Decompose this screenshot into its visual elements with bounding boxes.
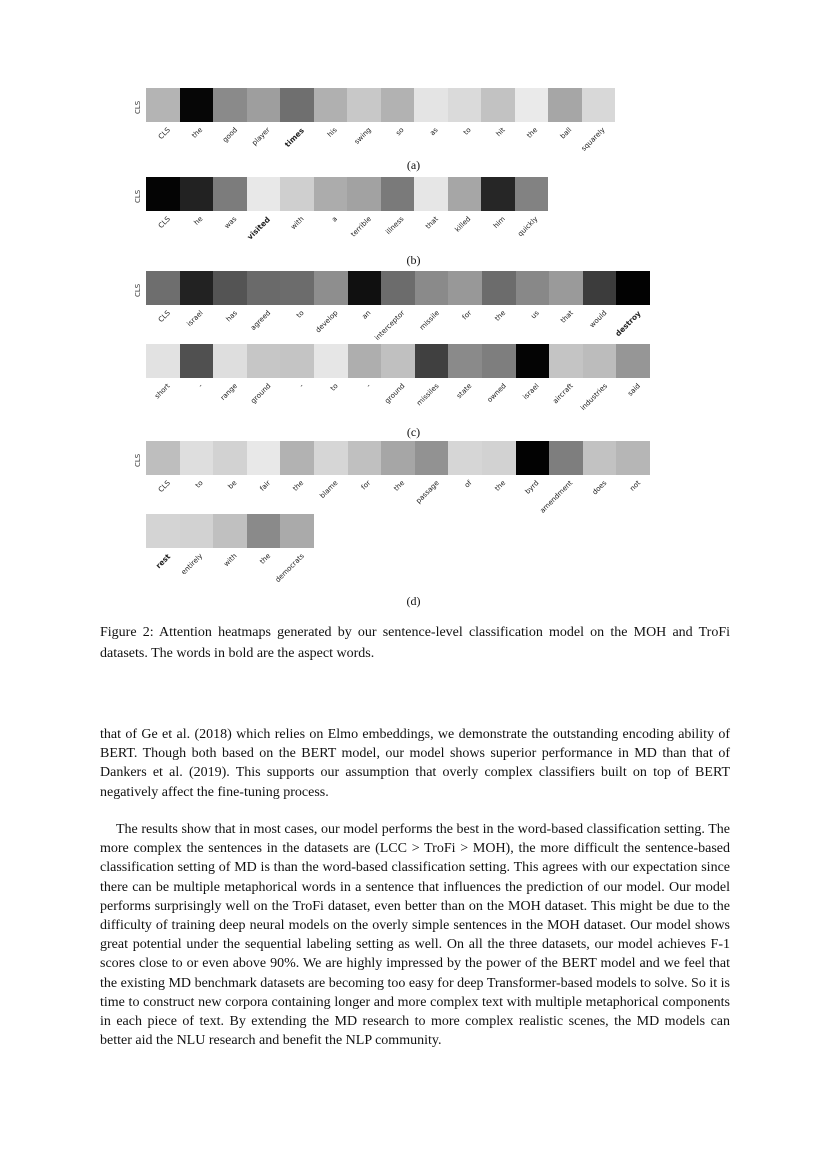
heatmap-cell [616, 441, 650, 475]
heatmap-cell [516, 271, 550, 305]
heatmap-cell [314, 441, 348, 475]
heatmap-cell [247, 514, 281, 548]
token-label: not [628, 479, 643, 493]
token-label: rest [153, 552, 173, 571]
heatmap-cell [180, 88, 214, 122]
token-label: israel [185, 309, 206, 329]
token-label: CLS [156, 126, 172, 142]
heatmap-cell [180, 441, 214, 475]
panel-label-b: (b) [406, 253, 421, 267]
heatmap-cell [280, 441, 314, 475]
token-label: to [295, 309, 306, 320]
heatmap-cell [582, 88, 616, 122]
token-label: with [289, 215, 306, 232]
token-label: - [197, 382, 205, 390]
heatmap-cell [448, 441, 482, 475]
token-label: illness [384, 215, 406, 237]
heatmap-cell [482, 271, 516, 305]
token-label: the [525, 126, 540, 140]
heatmap-cell [482, 441, 516, 475]
heatmap-cell [549, 344, 583, 378]
heatmap-cell [213, 271, 247, 305]
token-label: blame [318, 479, 340, 501]
heatmap-cell [415, 344, 449, 378]
token-label: - [297, 382, 306, 390]
heatmap-cell [415, 271, 449, 305]
heatmap-cell [314, 88, 348, 122]
token-label: hit [494, 126, 507, 139]
token-label: a [330, 215, 340, 224]
heatmap-cell [448, 88, 482, 122]
heatmap-cell [481, 88, 515, 122]
heatmap-cell [247, 88, 281, 122]
heatmap-cell [515, 177, 549, 211]
y-axis-label: CLS [134, 283, 142, 297]
heatmap-cell [482, 344, 516, 378]
heatmap-cell [348, 271, 382, 305]
heatmap-cell [213, 514, 247, 548]
heatmap-row [146, 441, 650, 475]
heatmap-cell [381, 177, 415, 211]
figure-caption: Figure 2: Attention heatmaps generated by our sentence-level classification model on the MOH and TroFi datasets. The words in bold are the aspect words. [100, 625, 730, 661]
token-label: CLS [156, 215, 172, 231]
heatmap-cell [180, 514, 214, 548]
heatmap-cell [381, 88, 415, 122]
heatmap-cell [348, 441, 382, 475]
token-label: quickly [516, 215, 540, 239]
body-paragraph: The results show that in most cases, our model performs the best in the word-based classification setting. The more complex the sentences in the datasets are (LCC > TroFi > MOH), the more difficult the sentence-based classification setting of MD is than the word-based classification setting. This agrees with our expectation since there can be multiple metaphorical words in a sentence that influences the prediction of our model. Our model performs surprisingly well on the TroFi dataset, even better than on the MOH dataset. This might be due to the difficulty of training deep neural models on the overly simple sentences in the MOH dataset. Our model shows great potential under the sequential labeling setting as well. On all the three datasets, our model achieves F-1 scores close to or even above 90%. We are highly impressed by the power of the BERT model and we feel that the existing MD benchmark datasets are becoming too easy for deep Transformer-based models to solve. So it is time to construct new corpora containing longer and more complex text with multiple metaphorical components in each piece of text. By extending the MD research to more complex realistic scenes, the MD models can better aid the NLU research and benefit the NLP community. [100, 822, 730, 1049]
token-label: range [218, 382, 240, 403]
token-label: the [190, 126, 205, 140]
token-label: to [462, 126, 473, 137]
body-paragraph: that of Ge et al. (2018) which relies on Elmo embeddings, we demonstrate the outstanding encoding ability of BERT. Though both based on the BERT model, our model shows superior performance in MD than that of Dankers et al. (2019). This supports our assumption that overly complex classifiers built on top of BERT negatively affect the fine-tuning process. [100, 727, 730, 800]
heatmap-cell [414, 177, 448, 211]
token-label: israel [521, 382, 542, 402]
token-label: byrd [524, 479, 541, 496]
token-label: of [463, 479, 474, 490]
token-label: to [194, 479, 206, 490]
heatmap-cell [146, 88, 180, 122]
token-label: that [423, 215, 440, 231]
token-label: missile [417, 309, 441, 332]
token-label: destroy [613, 309, 643, 339]
token-label: he [192, 215, 205, 227]
heatmap-cell [314, 177, 348, 211]
heatmap-cell [180, 177, 214, 211]
token-label: as [428, 126, 440, 138]
heatmap-cell [481, 177, 515, 211]
token-label: fair [257, 479, 272, 493]
heatmap-cell [414, 88, 448, 122]
token-label: for [461, 309, 474, 322]
heatmap-cell [448, 177, 482, 211]
token-label: to [328, 382, 340, 393]
token-label: missiles [414, 382, 441, 408]
token-label: CLS [156, 309, 172, 325]
heatmap-cell [616, 271, 650, 305]
heatmap-cell [180, 344, 214, 378]
token-label: swing [352, 126, 373, 146]
heatmap-cell [381, 441, 415, 475]
token-label: ground [248, 382, 273, 406]
heatmap-cell [314, 271, 348, 305]
token-label: CLS [156, 479, 172, 495]
heatmap-cell [146, 271, 180, 305]
heatmap-cell [516, 441, 550, 475]
heatmap-cell [213, 88, 247, 122]
heatmap-cell [549, 441, 583, 475]
heatmap-cell [213, 441, 247, 475]
token-label: the [257, 552, 272, 566]
heatmap-cell [348, 344, 382, 378]
y-axis-label: CLS [134, 189, 142, 203]
panel-label-c: (c) [406, 425, 421, 439]
token-label: short [153, 382, 172, 401]
heatmap-cell [146, 441, 180, 475]
heatmap-cell [448, 344, 482, 378]
token-label: squarely [580, 126, 607, 153]
token-label: agreed [248, 309, 272, 332]
token-label: an [360, 309, 373, 321]
panel-label-a: (a) [406, 158, 421, 172]
heatmap-cell [381, 344, 415, 378]
heatmap-cell [247, 441, 281, 475]
heatmap-cell [347, 88, 381, 122]
y-axis-label: CLS [134, 100, 142, 114]
token-label: the [291, 479, 306, 493]
heatmap-cell [583, 441, 617, 475]
token-label: the [392, 479, 407, 493]
heatmap-cell [247, 271, 281, 305]
heatmap-cell [549, 271, 583, 305]
heatmap-row [146, 177, 548, 211]
heatmap-cell [448, 271, 482, 305]
heatmap-cell [616, 344, 650, 378]
heatmap-cell [548, 88, 582, 122]
heatmap-cell [280, 344, 314, 378]
token-label: terrible [349, 215, 373, 239]
token-label: visited [245, 215, 273, 242]
token-label: passage [414, 479, 441, 506]
token-label: player [250, 126, 272, 148]
heatmap-cell [515, 88, 549, 122]
token-label: does [590, 479, 608, 497]
heatmap-cell [146, 177, 180, 211]
heatmap-row [146, 514, 314, 548]
token-label: said [626, 382, 643, 398]
token-label: times [282, 126, 306, 150]
token-label: has [224, 309, 240, 324]
heatmap-cell [247, 344, 281, 378]
y-axis-label: CLS [134, 453, 142, 467]
token-label: us [529, 309, 542, 321]
token-label: aircraft [551, 382, 575, 406]
token-label: industries [578, 382, 609, 413]
heatmap-row [146, 344, 650, 378]
token-label: amendment [538, 479, 575, 515]
heatmap-row [146, 271, 650, 305]
heatmap-cell [516, 344, 550, 378]
token-label: killed [453, 215, 473, 234]
token-label: be [226, 479, 239, 491]
token-label: with [222, 552, 239, 569]
token-label: the [493, 479, 507, 493]
heatmap-cell [213, 177, 247, 211]
heatmap-cell [213, 344, 247, 378]
token-label: entirely [180, 552, 205, 577]
token-label: good [220, 126, 239, 144]
token-label: would [587, 309, 609, 330]
token-label: was [222, 215, 239, 231]
heatmap-cell [280, 177, 314, 211]
token-label: so [394, 126, 406, 138]
heatmap-cell [280, 271, 314, 305]
token-label: the [493, 309, 507, 323]
heatmap-cell [415, 441, 449, 475]
token-label: that [559, 309, 575, 325]
heatmap-cell [280, 514, 314, 548]
token-label: state [455, 382, 474, 401]
token-label: - [365, 382, 373, 390]
token-label: owned [485, 382, 508, 405]
heatmap-cell [146, 514, 180, 548]
panel-label-d: (d) [406, 594, 421, 608]
token-label: ground [383, 382, 407, 406]
heatmap-cell [583, 344, 617, 378]
heatmap-cell [381, 271, 415, 305]
token-label: his [326, 126, 339, 139]
heatmap-cell [180, 271, 214, 305]
heatmap-cell [280, 88, 314, 122]
token-label: for [360, 479, 373, 492]
token-label: him [491, 215, 507, 230]
heatmap-cell [247, 177, 281, 211]
heatmap-cell [314, 344, 348, 378]
heatmap-cell [347, 177, 381, 211]
token-label: ball [558, 126, 574, 141]
heatmap-cell [146, 344, 180, 378]
heatmap-row [146, 88, 615, 122]
token-label: interceptor [373, 309, 407, 343]
heatmap-cell [583, 271, 617, 305]
token-label: democrats [274, 552, 307, 585]
token-label: develop [313, 309, 340, 335]
